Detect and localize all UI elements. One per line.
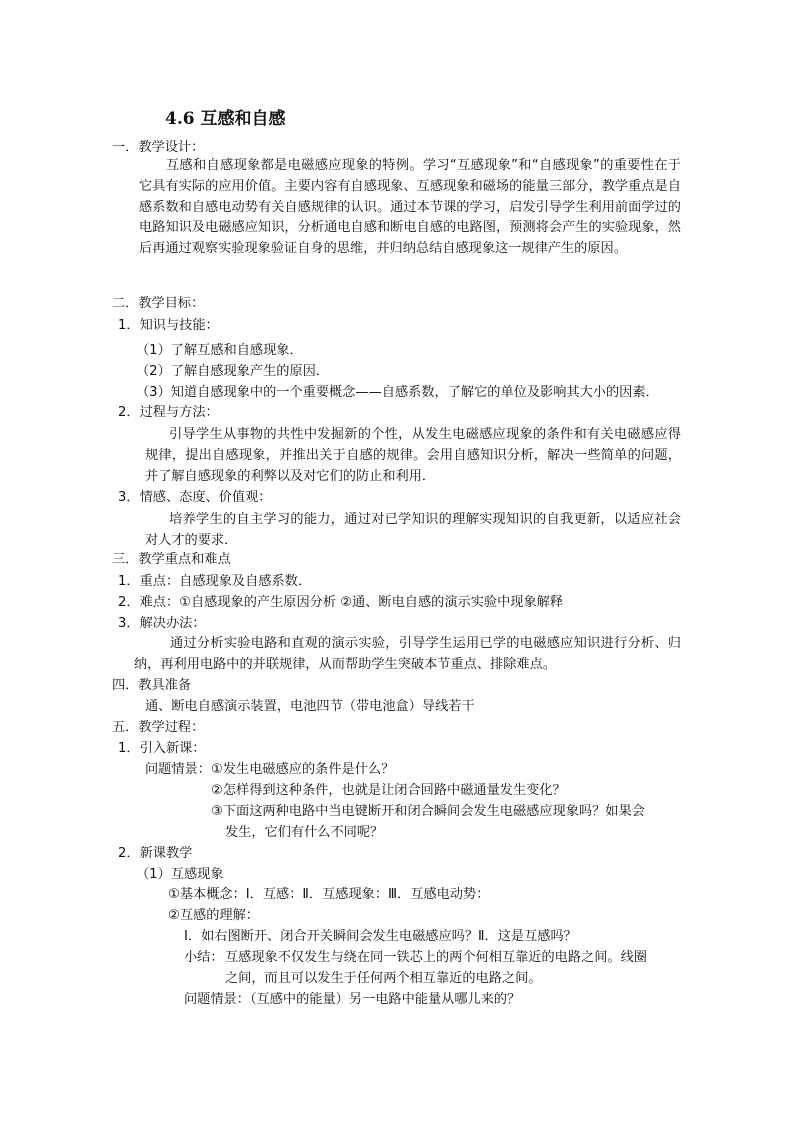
knowledge-item-1: （1）了解互感和自感现象． bbox=[136, 343, 303, 358]
knowledge-item-3: （3）知道自感现象中的一个重要概念——自感系数，了解它的单位及影响其大小的因素． bbox=[136, 385, 659, 400]
question-1: ①发生电磁感应的条件是什么？ bbox=[211, 762, 395, 777]
intro-heading: 1．引入新课： bbox=[118, 741, 206, 756]
method-paragraph: 通过分析实验电路和直观的演示实验，引导学生运用已学的电磁感应知识进行分析、归纳，再利用电路中的并联规律，从而帮助学生突破本节重点、排除难点。 bbox=[134, 636, 681, 672]
emotion-heading: 3．情感、态度、价值观： bbox=[118, 490, 272, 505]
process-paragraph: 引导学生从事物的共性中发掘新的个性，从发生电磁感应现象的条件和有关电磁感应得规律，提出自感现象，并推出关于自感的规律。会用自感知识分析，解决一些简单的问题，并了解自感现象的利弊以及对它们的防止和利用． bbox=[145, 427, 681, 484]
page-title: 4.6 互感和自感 bbox=[165, 109, 286, 129]
summary-label: 小结： bbox=[184, 950, 224, 965]
difficult-point: 2．难点：①自感现象的产生原因分析 ②通、断电自感的演示实验中现象解释 bbox=[118, 595, 564, 610]
section-5-heading: 五．教学过程： bbox=[112, 720, 205, 735]
summary-line-2: 之间，而且可以发生于任何两个相互靠近的电路之间。 bbox=[225, 971, 542, 986]
equipment-line: 通、断电自感演示装置，电池四节（带电池盒）导线若干 bbox=[145, 699, 475, 714]
key-point: 1．重点：自感现象及自感系数． bbox=[118, 574, 312, 589]
knowledge-item-2: （2）了解自感现象产生的原因． bbox=[136, 364, 330, 379]
emotion-paragraph: 培养学生的自主学习的能力，通过对已学知识的理解实现知识的自我更新，以适应社会对人才的要求． bbox=[145, 512, 681, 548]
understanding-heading: ②互感的理解： bbox=[168, 908, 259, 923]
process-heading: 2．过程与方法： bbox=[118, 405, 219, 420]
understanding-item-1: Ⅰ．如右图断开、闭合开关瞬间会发生电磁感应吗？Ⅱ．这是互感吗？ bbox=[184, 929, 577, 944]
question-label: 问题情景： bbox=[145, 762, 211, 777]
section-2-heading: 二．教学目标： bbox=[112, 296, 205, 311]
method-heading: 3．解决办法： bbox=[118, 616, 206, 631]
question-3-line-1: ③下面这两种电路中当电键断开和闭合瞬间会发生电磁感应现象吗？如果会 bbox=[211, 804, 645, 819]
question-2: ②怎样得到这种条件，也就是让闭合回路中磁通量发生变化？ bbox=[211, 783, 566, 798]
section-1-heading: 一．教学设计： bbox=[112, 140, 205, 155]
question-3-line-2: 发生，它们有什么不同呢？ bbox=[225, 825, 384, 840]
section-3-heading: 三．教学重点和难点 bbox=[112, 552, 231, 567]
energy-question: 问题情景：（互感中的能量）另一电路中能量从哪儿来的？ bbox=[184, 992, 521, 1007]
new-lesson-heading: 2．新课教学 bbox=[118, 846, 193, 861]
section-1-paragraph: 互感和自感现象都是电磁感应现象的特例。学习“互感现象”和“自感现象”的重要性在于它具有实际的应用价值。主要内容有自感现象、互感现象和磁场的能量三部分，教学重点是自感系数和自感电动势有关自感规律的认识。通过本节课的学习，启发引导学生利用前面学过的电路知识及电磁感应知识，分析通电自感和断电自感的电路图，预测将会产生的实验现象，然后再通过观察实验现象验证自身的思维，并归纳总结自感现象这一规律产生的原因。 bbox=[139, 158, 681, 257]
section-4-heading: 四．教具准备 bbox=[112, 678, 192, 693]
knowledge-heading: 1．知识与技能： bbox=[118, 318, 219, 333]
basic-concept: ①基本概念：Ⅰ．互感：Ⅱ．互感现象：Ⅲ．互感电动势： bbox=[168, 887, 490, 902]
summary-line-1: 互感现象不仅发生与绕在同一铁芯上的两个何相互靠近的电路之间。线圈 bbox=[225, 950, 647, 965]
mutual-induction-heading: （1）互感现象 bbox=[136, 867, 224, 882]
